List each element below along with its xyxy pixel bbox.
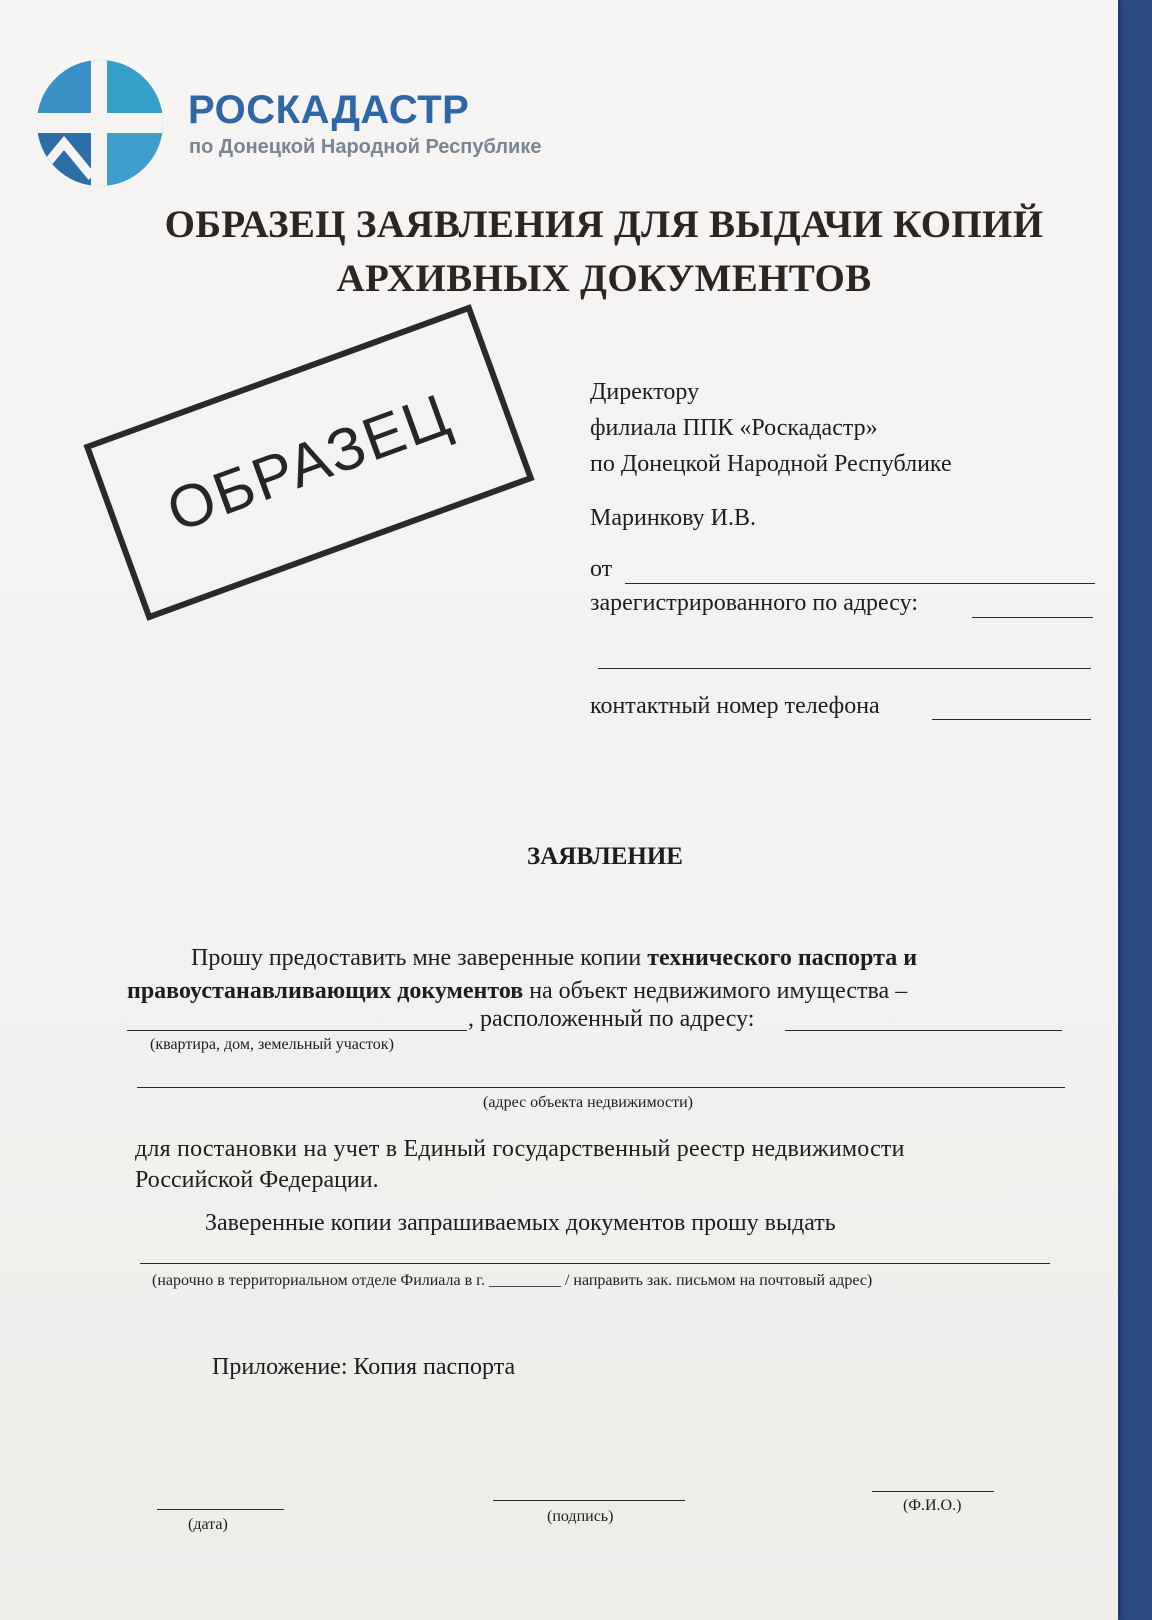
date-caption: (дата) (188, 1516, 228, 1533)
from-label: от (590, 556, 613, 582)
request-text-bold-tech-passport: технического паспорта и (647, 945, 918, 971)
located-at-label: , расположенный по адресу: (468, 1006, 755, 1032)
delivery-text: Заверенные копии запрашиваемых документов прошу выдать (205, 1210, 836, 1236)
request-text-line1 (191, 945, 917, 972)
object-type-hint: (квартира, дом, земельный участок) (150, 1036, 394, 1053)
statement-heading: ЗАЯВЛЕНИЕ (527, 843, 683, 870)
registered-address-line-2 (598, 668, 1091, 669)
object-address-hint: (адрес объекта недвижимости) (483, 1094, 693, 1111)
registered-address-label: зарегистрированного по адресу: (590, 590, 918, 616)
request-text-line2 (127, 978, 907, 1005)
registered-address-line (972, 617, 1093, 618)
registry-text-line2: Российской Федерации. (135, 1167, 379, 1193)
attachment-text: Приложение: Копия паспорта (212, 1354, 516, 1380)
document-title-line2: АРХИВНЫХ ДОКУМЕНТОВ (336, 257, 872, 300)
addressee-position: Директору (590, 379, 700, 405)
registry-text-line1: для постановки на учет в Единый государственный реестр недвижимости (135, 1136, 905, 1162)
fio-line (872, 1491, 994, 1492)
roskadastr-logo-icon (36, 57, 164, 190)
signature-caption: (подпись) (547, 1508, 614, 1525)
sample-stamp-text: ОБРАЗЕЦ (158, 380, 460, 545)
request-text-bold-title-docs: правоустанавливающих документов (127, 978, 524, 1004)
phone-label: контактный номер телефона (590, 693, 880, 719)
request-text-object: на объект недвижимого имущества – (529, 978, 908, 1004)
addressee-name: Маринкову И.В. (590, 505, 756, 531)
address-line-1 (785, 1030, 1062, 1031)
phone-line (932, 719, 1091, 720)
request-text-start: Прошу предоставить мне заверенные копии (191, 945, 642, 971)
object-type-line (127, 1030, 467, 1031)
from-field-line (625, 583, 1095, 584)
sample-stamp (83, 304, 534, 621)
document-title-line1: ОБРАЗЕЦ ЗАЯВЛЕНИЯ ДЛЯ ВЫДАЧИ КОПИЙ (164, 203, 1044, 246)
brand-name: РОСКАДАСТР (188, 88, 470, 132)
delivery-method-hint: (нарочно в территориальном отделе Филиала в г. _________ / направить зак. письмом на почтовый адрес) (152, 1272, 873, 1289)
address-line-2 (137, 1087, 1065, 1088)
addressee-region: по Донецкой Народной Республике (590, 451, 952, 477)
signature-line (493, 1500, 685, 1501)
brand-subtitle: по Донецкой Народной Республике (189, 136, 542, 158)
delivery-method-line (140, 1263, 1050, 1264)
fio-caption: (Ф.И.О.) (903, 1497, 962, 1514)
date-line (157, 1509, 284, 1510)
addressee-organization: филиала ППК «Роскадастр» (590, 415, 878, 441)
